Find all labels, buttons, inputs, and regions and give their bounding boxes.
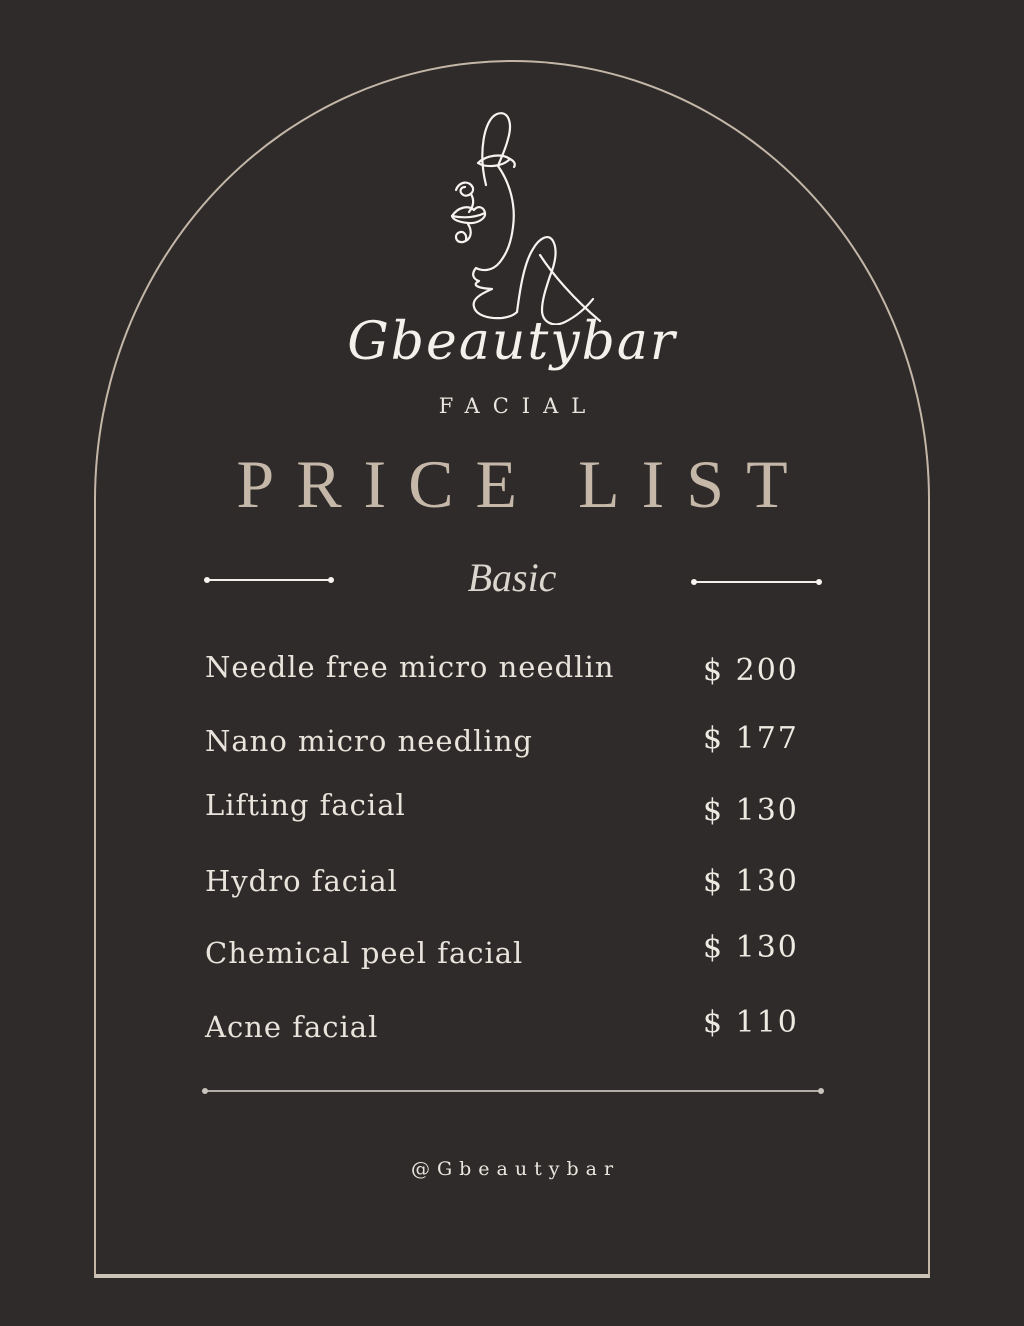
service-price: $ 110 — [703, 1005, 799, 1040]
price-row — [205, 650, 821, 694]
price-row — [205, 864, 821, 908]
social-handle: @Gbeautybar — [410, 1158, 621, 1180]
line-end-dot — [816, 579, 822, 585]
service-name: Nano micro needling — [205, 724, 533, 758]
service-name: Hydro facial — [205, 864, 398, 898]
price-row — [205, 721, 821, 768]
page-title: PRICE LIST — [236, 446, 810, 522]
service-name: Needle free micro needlin — [205, 650, 615, 684]
price-row — [205, 1005, 821, 1054]
service-price: $ 200 — [703, 653, 799, 688]
footer-divider — [205, 1090, 821, 1092]
service-price: $ 130 — [703, 864, 799, 899]
line-end-dot — [691, 579, 697, 585]
price-row — [205, 788, 821, 832]
brand-subtitle: FACIAL — [438, 394, 599, 418]
service-price: $ 130 — [703, 930, 799, 965]
service-name: Lifting facial — [205, 788, 406, 822]
brand-name: Gbeautybar — [347, 312, 677, 372]
service-name: Acne facial — [205, 1010, 379, 1044]
decorative-line-right — [693, 581, 820, 583]
service-price: $ 130 — [703, 793, 799, 828]
price-row — [205, 930, 821, 980]
service-name: Chemical peel facial — [205, 936, 524, 970]
line-end-dot — [818, 1088, 824, 1094]
line-end-dot — [202, 1088, 208, 1094]
service-price: $ 177 — [703, 721, 799, 756]
section-heading: Basic — [467, 555, 557, 600]
one-line-face-icon — [412, 103, 612, 325]
